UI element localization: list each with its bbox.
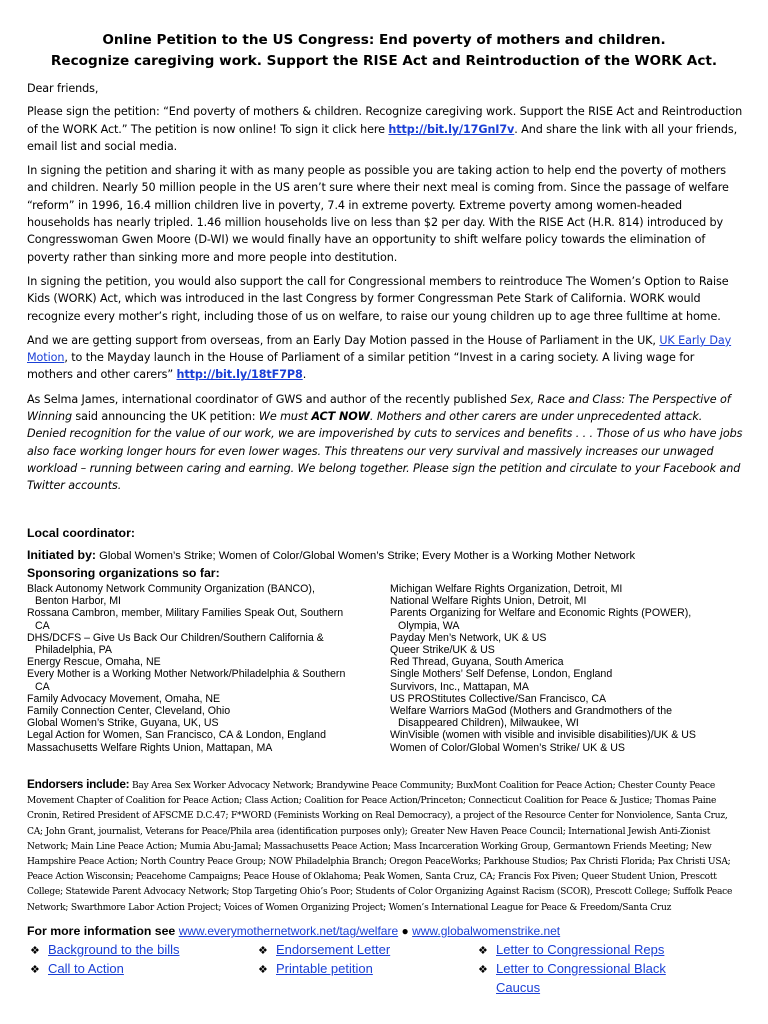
- background-to-bills-link[interactable]: Background to the bills: [48, 942, 180, 957]
- sponsor-item: National Welfare Rights Union, Detroit, MI: [390, 595, 587, 608]
- sponsor-item: Queer Strike/UK & US: [390, 644, 495, 657]
- uk-early-day-motion-link[interactable]: UK Early Day Motion: [27, 333, 732, 365]
- diamond-bullet-icon: ❖: [30, 964, 40, 976]
- sponsor-item: Energy Rescue, Omaha, NE: [27, 656, 161, 669]
- sponsor-item: Global Women’s Strike, Guyana, UK, US: [27, 717, 219, 730]
- letter-to-congressional-black-caucus-link[interactable]: Letter to Congressional Black: [496, 961, 666, 976]
- sponsor-item: Single Mothers’ Self Defense, London, England: [390, 668, 613, 681]
- sponsor-item: Black Autonomy Network Community Organization (BANCO),: [27, 583, 315, 595]
- paragraph-work-act: In signing the petition, you would also support the call for Congressional members to reintroduce The Women’s Option to Raise Kids (WORK) Act, which was introduced in the last Congress by former Congressman Pete Stark of California. WORK would recognize every mother’s right, including those of us on welfare, to raise our young children up to age three fulltime at home.: [27, 274, 729, 323]
- sponsor-item: Disappeared Children), Milwaukee, WI: [398, 717, 579, 730]
- letter-to-congressional-reps-link[interactable]: Letter to Congressional Reps: [496, 942, 665, 957]
- letter-to-congressional-black-caucus-link-continued[interactable]: Caucus: [496, 980, 541, 995]
- p4-text-b: , to the Mayday launch in the House of Parliament of a similar petition “Invest in a caring society. A living wage for mothers and other carers”: [27, 351, 695, 382]
- paragraph-poverty-facts: In signing the petition and sharing it with as many people as possible you are taking action to help end the poverty of mothers and children. Nearly 50 million people in the US aren’t sure where their next meal is coming from. Since the passage of welfare “reform” in 1996, 16.4 million children live in poverty, 7.4 in extreme poverty. Extreme poverty among women-headed households has nearly tripled. 1.46 million households live on less than $2 per day. With the RISE Act (H.R. 814) introduced by Congresswoman Gwen Moore (D-WI) we would finally have an opportunity to shift welfare policy towards the elimination of poverty rather than sinking more and more people into destitution.: [27, 164, 729, 264]
- sponsor-item: Michigan Welfare Rights Organization, Detroit, MI: [390, 583, 623, 595]
- p5-text-b: said announcing the UK petition:: [71, 410, 259, 424]
- uk-petition-short-link[interactable]: http://bit.ly/18tF7P8: [176, 368, 303, 382]
- diamond-bullet-icon: ❖: [478, 945, 488, 957]
- petition-short-link[interactable]: http://bit.ly/17GnI7v: [388, 122, 515, 136]
- links-column-2: [258, 941, 390, 979]
- more-info-label: For more information see: [27, 924, 179, 938]
- sponsor-item: CA: [35, 680, 50, 693]
- links-column-3: [478, 941, 666, 996]
- global-women-strike-link[interactable]: www.globalwomenstrike.net: [412, 924, 561, 938]
- p1-text-b: . And share the link with all your friends, email list and social media.: [27, 122, 738, 153]
- p5-text-a: As Selma James, international coordinator of GWS and author of the recently published: [27, 392, 511, 406]
- sponsor-item: Parents Organizing for Welfare and Economic Rights (POWER),: [390, 607, 692, 620]
- quote-rest: . Mothers and other carers are under unprecedented attack. Denied recognition for the value of our work, we are impoverished by cuts to services and benefits . . . Those of us who have jobs also face working longer hours for even lower wages. This threatens our very survival and massively increases our unwaged workload – running between caring and earning. We belong together. Please sign the petition and circulate to your Facebook and Twitter accounts.: [27, 410, 743, 493]
- quote-act-now: ACT NOW: [311, 410, 370, 424]
- sponsor-list-left: [27, 583, 345, 754]
- sponsor-item: WinVisible (women with visible and invisible disabilities)/UK & US: [390, 729, 696, 742]
- sponsor-item: Massachusetts Welfare Rights Union, Mattapan, MA: [27, 741, 273, 754]
- sponsor-item: Benton Harbor, MI: [35, 595, 121, 608]
- p4-text-a: And we are getting support from overseas, from an Early Day Motion passed in the House of Parliament in the UK,: [27, 333, 660, 347]
- sponsor-item: Women of Color/Global Women’s Strike/ UK & US: [390, 741, 625, 754]
- paragraph-uk-support: [27, 332, 743, 384]
- paragraph-sign-petition: [27, 103, 743, 155]
- sponsor-item: Red Thread, Guyana, South America: [390, 656, 564, 669]
- diamond-bullet-icon: ❖: [478, 964, 488, 976]
- initiated-by-text: Global Women’s Strike; Women of Color/Global Women’s Strike; Every Mother is a Working Mother Network: [96, 550, 636, 562]
- more-info: [27, 924, 560, 938]
- salutation: Dear friends,: [27, 82, 99, 95]
- initiated-by: [27, 546, 747, 564]
- page-title-line-2: Recognize caregiving work. Support the RISE Act and Reintroduction of the WORK Act.: [50, 53, 718, 69]
- sponsor-item: Philadelphia, PA: [35, 644, 112, 657]
- links-column-1: [30, 941, 180, 979]
- sponsor-item: Every Mother is a Working Mother Network/Philadelphia & Southern: [27, 668, 346, 681]
- diamond-bullet-icon: ❖: [30, 945, 40, 957]
- letter-body: [27, 80, 743, 495]
- sponsor-item: Payday Men’s Network, UK & US: [390, 631, 547, 644]
- sponsor-list-right: [390, 583, 696, 754]
- sponsoring-label: Sponsoring organizations so far:: [27, 566, 220, 580]
- sponsor-item: Legal Action for Women, San Francisco, CA & London, England: [27, 729, 326, 742]
- sponsor-item: DHS/DCFS – Give Us Back Our Children/Southern California &: [27, 631, 324, 644]
- call-to-action-link[interactable]: Call to Action: [48, 961, 124, 976]
- endorsers-text: Bay Area Sex Worker Advocacy Network; Brandywine Peace Community; BuxMont Coalition for Peace Action; Chester County Peace Movement Chapter of Coalition for Peace Action; Class Action; Coalition for Peace Action/Princeton; Connecticut Coalition for Peace & Justice; Thomas Paine Cronin, Retired President of AFSCME D.C.47; F*WORD (Feminists Working on Real Democracy), a project of the Resource Center for Nonviolence, Santa Cruz, CA; John Grant, journalist, Veterans for Peace/Phila area (identification purposes only); Greater New Haven Peace Council; International Jewish Anti-Zionist Network; Main Line Peace Action; Mumia Abu-Jamal; Massachusetts Peace Action; Mass Incarceration Working Group, Germantown Friends Meeting; New Hampshire Peace Action; North Country Peace Group; NOW Philadelphia Branch; Oregon PeaceWorks; Parkhouse Studios; Pax Christi Florida; Pax Christi USA; Peace Action Wisconsin; Peacehome Campaigns; Peace House of Oklahoma; Peak Women, Santa Cruz, CA; Francis Fox Piven; Queer Student Union, Prescott College; Statewide Parent Advocacy Network; Stop Targeting Ohio’s Poor; Students of Color Organizing Against Racism (SCOR), Prescott College; Suffolk Peace Network; Swarthmore Labor Action Project; Voices of Women Organizing Project; Women’s International League for Peace & Freedom/Santa Cruz: [27, 781, 733, 913]
- sponsor-item: Family Connection Center, Cleveland, Ohio: [27, 705, 231, 718]
- initiated-by-label: Initiated by:: [27, 548, 97, 562]
- book-title: Sex, Race and Class: The Perspective of Winning: [27, 392, 731, 424]
- every-mother-network-link[interactable]: www.everymothernetwork.net/tag/welfare: [178, 924, 399, 938]
- diamond-bullet-icon: ❖: [258, 945, 268, 957]
- endorsement-letter-link[interactable]: Endorsement Letter: [276, 942, 391, 957]
- page-title-line-1: Online Petition to the US Congress: End poverty of mothers and children.: [102, 32, 666, 48]
- sponsor-item: US PROStitutes Collective/San Francisco, CA: [390, 692, 607, 705]
- endorsers: [27, 777, 745, 916]
- p1-text-a: Please sign the petition: “End poverty of mothers & children. Recognize caregiving work. Support the RISE Act and Reintroduction of the WORK Act.” The petition is now online! To sign it click here: [27, 105, 743, 136]
- bullet-separator: ●: [398, 924, 413, 938]
- sponsor-item: Olympia, WA: [398, 619, 460, 632]
- sponsor-item: Survivors, Inc., Mattapan, MA: [390, 680, 529, 693]
- printable-petition-link[interactable]: Printable petition: [276, 961, 373, 976]
- diamond-bullet-icon: ❖: [258, 964, 268, 976]
- sponsor-item: Welfare Warriors MaGod (Mothers and Grandmothers of the: [390, 705, 673, 718]
- quote-start: We must: [258, 410, 312, 424]
- sponsor-item: Family Advocacy Movement, Omaha, NE: [27, 692, 221, 705]
- local-coordinator-label: Local coordinator:: [27, 526, 135, 540]
- sponsor-item: CA: [35, 619, 50, 632]
- sponsor-item: Rossana Cambron, member, Military Families Speak Out, Southern: [27, 607, 344, 620]
- paragraph-selma-james-quote: [27, 391, 743, 495]
- p4-text-c: .: [302, 368, 307, 382]
- endorsers-label: Endorsers include:: [27, 777, 130, 791]
